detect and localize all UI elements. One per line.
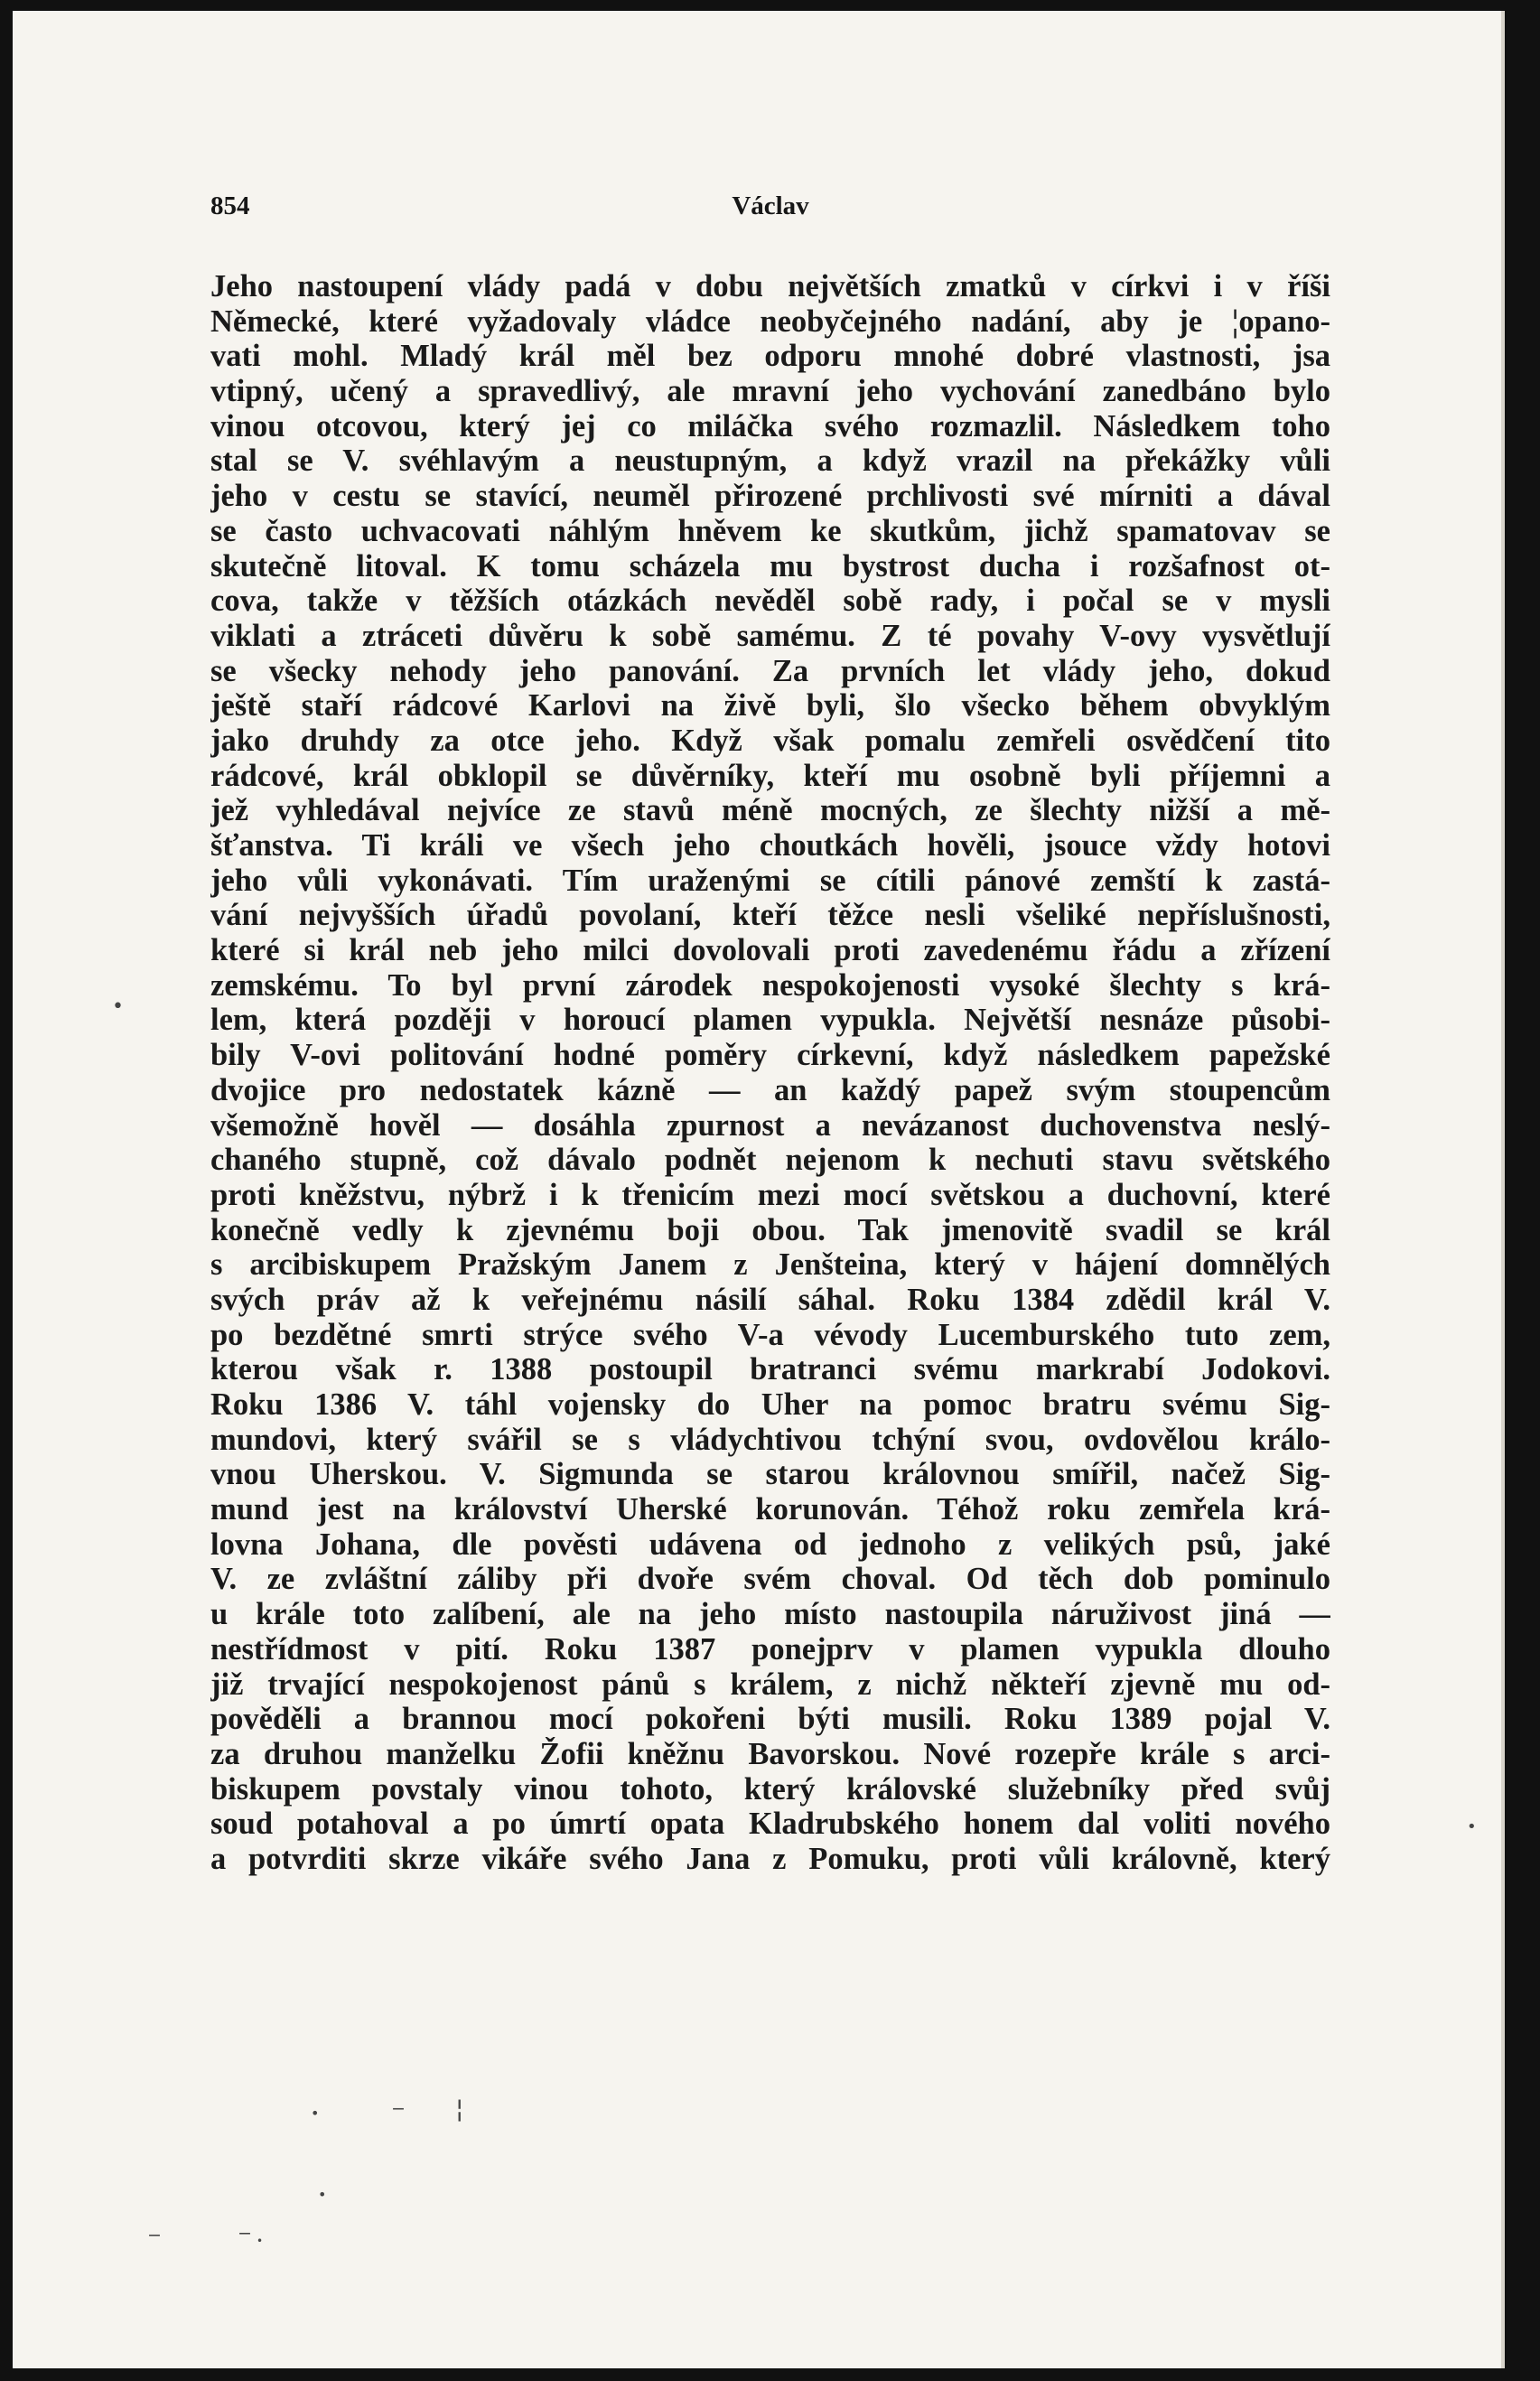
running-title: Václav — [732, 191, 809, 220]
scan-speck: ‒ — [238, 2222, 251, 2245]
scan-speck: ‒ — [392, 2097, 405, 2120]
text-line: po bezdětné smrti strýce svého V-a vévody Lucemburského tuto zem, — [210, 1317, 1330, 1352]
text-line: vati mohl. Mladý král měl bez odporu mnohé dobré vlastnosti, jsa — [210, 339, 1330, 374]
text-line: mundovi, který svářil se s vládychtivou tchýní svou, ovdovělou králo- — [210, 1422, 1330, 1457]
text-line: vnou Uherskou. V. Sigmunda se starou královnou smířil, načež Sig- — [210, 1457, 1330, 1492]
text-line: nestřídmost v pití. Roku 1387 ponejprv v plamen vypukla dlouho — [210, 1631, 1330, 1667]
text-line: konečně vedly k zjevnému boji obou. Tak jmenovitě svadil se král — [210, 1212, 1330, 1247]
text-line: pověděli a brannou mocí pokořeni býti musili. Roku 1389 pojal V. — [210, 1702, 1330, 1737]
scan-speck: ¦ — [455, 2094, 464, 2124]
text-line: Německé, které vyžadovaly vládce neobyčejného nadání, aby je ¦opano- — [210, 303, 1330, 339]
text-line: chaného stupně, což dávalo podnět nejenom k nechuti stavu světského — [210, 1143, 1330, 1178]
text-line: soud potahoval a po úmrtí opata Kladrubského honem dal voliti nového — [210, 1807, 1330, 1842]
scan-speck: • — [112, 995, 124, 1018]
text-line: ještě staří rádcové Karlovi na živě byli, šlo všecko během obvyklým — [210, 688, 1330, 724]
scan-speck: • — [1467, 1817, 1477, 1836]
text-line: skutečně litoval. K tomu scházela mu bystrost ducha i rozšafnost ot- — [210, 548, 1330, 584]
text-line: bily V-ovi politování hodné poměry církevní, když následkem papežské — [210, 1038, 1330, 1073]
page-number: 854 — [210, 191, 250, 220]
text-line: jeho vůli vykonávati. Tím uraženými se cítili pánové zemští k zastá- — [210, 863, 1330, 898]
text-line: se často uchvacovati náhlým hněvem ke skutkům, jichž spamatovav se — [210, 513, 1330, 548]
text-line: u krále toto zalíbení, ale na jeho místo nastoupila náruživost jiná — — [210, 1597, 1330, 1632]
text-line: jež vyhledával nejvíce ze stavů méně mocných, ze šlechty nižší a mě- — [210, 793, 1330, 828]
text-line: biskupem povstaly vinou tohoto, který královské služebníky před svůj — [210, 1771, 1330, 1807]
scan-speck: • — [318, 2186, 327, 2203]
text-line: jako druhdy za otce jeho. Když však pomalu zemřeli osvědčení tito — [210, 723, 1330, 758]
text-line: vtipný, učený a spravedlivý, ale mravní jeho vychování zanedbáno bylo — [210, 374, 1330, 409]
text-line: dvojice pro nedostatek kázně — an každý papež svým stoupencům — [210, 1072, 1330, 1107]
text-line: a potvrditi skrze vikáře svého Jana z Pomuku, proti vůli královně, který — [210, 1841, 1330, 1876]
text-line: kterou však r. 1388 postoupil bratranci svému markrabí Jodokovi. — [210, 1352, 1330, 1387]
page-edge — [1501, 11, 1505, 2368]
body-text — [210, 269, 1330, 1877]
scan-speck: ‒ — [148, 2224, 161, 2246]
text-line: Jeho nastoupení vlády padá v dobu největších zmatků v církvi i v říši — [210, 269, 1330, 303]
text-line: vání nejvyšších úřadů povolaní, kteří těžce nesli všeliké nepříslušnosti, — [210, 898, 1330, 933]
text-line: s arcibiskupem Pražským Janem z Jenšteina, který v hájení domnělých — [210, 1247, 1330, 1283]
text-line: za druhou manželku Žofii kněžnu Bavorskou. Nové rozepře krále s arci- — [210, 1736, 1330, 1771]
text-line: Roku 1386 V. táhl vojensky do Uher na pomoc bratru svému Sig- — [210, 1387, 1330, 1422]
text-line: vinou otcovou, který jej co miláčka svého rozmazlil. Následkem toho — [210, 408, 1330, 444]
scan-speck: • — [311, 2105, 320, 2122]
text-line: jeho v cestu se stavící, neuměl přirozené prchlivosti své mírniti a dával — [210, 479, 1330, 514]
text-line: cova, takže v těžších otázkách nevěděl sobě rady, i počal se v mysli — [210, 584, 1330, 619]
text-line: rádcové, král obklopil se důvěrníky, kteří mu osobně byli příjemni a — [210, 758, 1330, 793]
scan-speck: • — [257, 2235, 264, 2247]
text-line: všemožně hověl — dosáhla zpurnost a nevázanost duchovenstva neslý- — [210, 1107, 1330, 1143]
text-line: zemskému. To byl první zárodek nespokojenosti vysoké šlechty s krá- — [210, 967, 1330, 1003]
text-line: svých práv až k veřejnému násilí sáhal. Roku 1384 zdědil král V. — [210, 1282, 1330, 1317]
text-line: se všecky nehody jeho panování. Za prvních let vlády jeho, dokud — [210, 653, 1330, 688]
scanned-page — [13, 11, 1505, 2368]
text-line: které si král neb jeho milci dovolovali proti zavedenému řádu a zřízení — [210, 933, 1330, 968]
text-line: mund jest na království Uherské korunován. Téhož roku zemřela krá- — [210, 1492, 1330, 1527]
text-line: stal se V. svéhlavým a neustupným, a když vrazil na překážky vůli — [210, 444, 1330, 479]
text-line: V. ze zvláštní záliby při dvoře svém choval. Od těch dob pominulo — [210, 1562, 1330, 1597]
page-header — [210, 191, 1330, 228]
text-line: šťanstva. Ti králi ve všech jeho choutkách hověli, jsouce vždy hotovi — [210, 828, 1330, 863]
text-line: proti kněžstvu, nýbrž i k třenicím mezi mocí světskou a duchovní, které — [210, 1177, 1330, 1212]
text-line: viklati a ztráceti důvěru k sobě samému. Z té povahy V-ovy vysvětlují — [210, 618, 1330, 653]
text-line: lovna Johana, dle pověsti udávena od jednoho z velikých psů, jaké — [210, 1527, 1330, 1562]
text-line: lem, která později v horoucí plamen vypukla. Největší nesnáze působi- — [210, 1003, 1330, 1038]
text-line: již trvající nespokojenost pánů s králem, z nichž někteří zjevně mu od- — [210, 1667, 1330, 1702]
